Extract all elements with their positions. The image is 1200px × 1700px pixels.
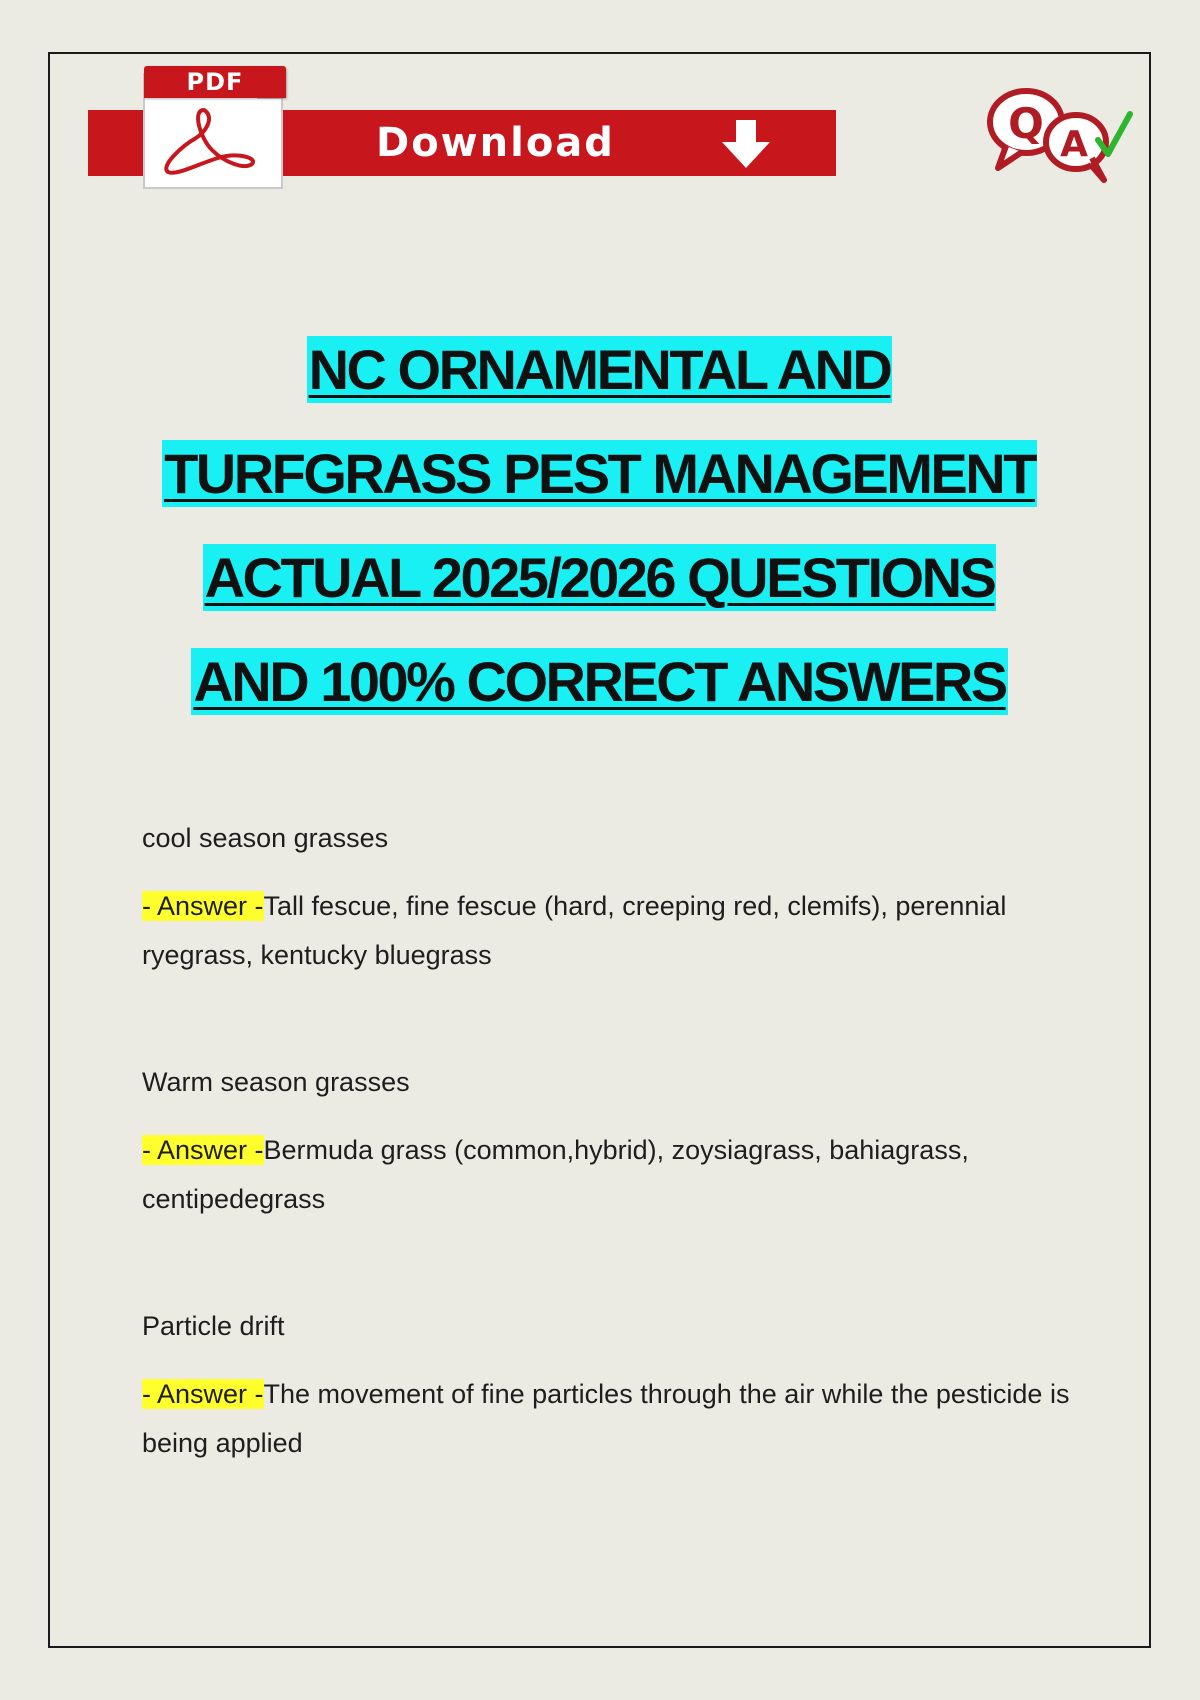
answer-body: The movement of fine particles through the air while the pesticide is being applied [142, 1379, 1070, 1458]
down-arrow-icon[interactable] [716, 118, 776, 172]
qa-logo-a: A [1060, 124, 1088, 165]
answer-text [142, 882, 1082, 980]
pdf-download-banner[interactable] [88, 64, 836, 190]
pdf-document-icon[interactable] [140, 64, 284, 190]
qa-logo [980, 84, 1140, 184]
title-line: NC ORNAMENTAL AND [308, 338, 891, 401]
qa-check-icon [980, 84, 1140, 184]
qa-item [142, 1062, 1082, 1224]
question-text: Particle drift [142, 1311, 285, 1341]
qa-item [142, 1306, 1082, 1468]
qa-item [142, 818, 1082, 980]
qa-list [142, 818, 1082, 1550]
answer-prefix: - Answer - [142, 891, 264, 921]
qa-logo-q: Q [1008, 99, 1044, 148]
answer-prefix: - Answer - [142, 1135, 264, 1165]
title-line: AND 100% CORRECT ANSWERS [193, 650, 1006, 713]
pdf-badge [144, 66, 286, 98]
answer-text [142, 1126, 1082, 1224]
question-text: cool season grasses [142, 823, 389, 853]
document-title [48, 318, 1151, 734]
answer-body: Tall fescue, fine fescue (hard, creeping red, clemifs), perennial ryegrass, kentucky bluegrass [142, 891, 1007, 970]
question-text: Warm season grasses [142, 1067, 410, 1097]
title-line: ACTUAL 2025/2026 QUESTIONS [204, 546, 995, 609]
answer-prefix: - Answer - [142, 1379, 264, 1409]
download-label[interactable]: Download [376, 120, 615, 166]
answer-body: Bermuda grass (common,hybrid), zoysiagrass, bahiagrass, centipedegrass [142, 1135, 969, 1214]
title-line: TURFGRASS PEST MANAGEMENT [164, 442, 1035, 505]
answer-text [142, 1370, 1082, 1468]
pdf-badge-label: PDF [186, 68, 244, 96]
